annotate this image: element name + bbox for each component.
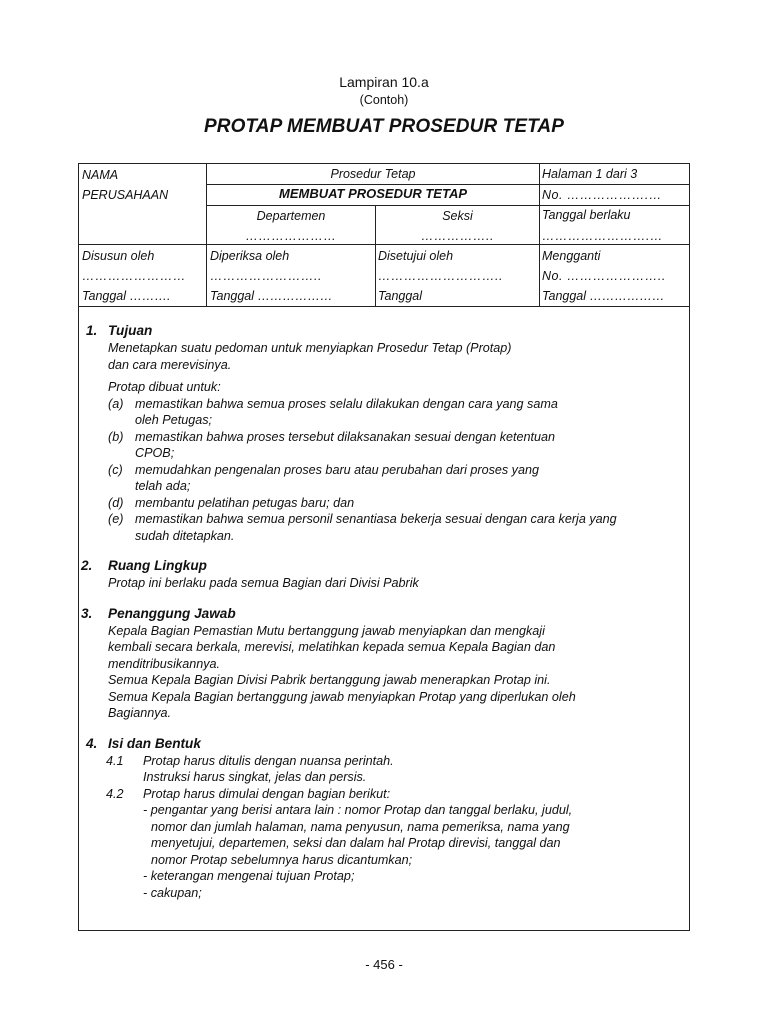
section-heading: 3. Penanggung Jawab (81, 605, 236, 621)
section-text: Menetapkan suatu pedoman untuk menyiapkan Prosedur Tetap (Protap) dan cara merevisinya. (108, 341, 512, 372)
section-heading: 1. Tujuan (86, 323, 153, 338)
list-item: (d) membantu pelatihan petugas baru; dan (108, 495, 355, 510)
effective-date-label: Tanggal berlaku (542, 208, 631, 222)
document-title: PROTAP MEMBUAT PROSEDUR TETAP (203, 116, 565, 137)
departemen-label: Departemen (256, 209, 326, 223)
section-lead: Protap dibuat untuk: (108, 380, 221, 394)
diperiksa-cell: Diperiksa oleh …………………….. Tanggal ……………… (210, 249, 333, 303)
mengganti-cell: Mengganti No. ………………….. Tanggal ……………… (542, 249, 666, 303)
section-text: Kepala Bagian Pemastian Mutu bertanggung jawab menyiapkan dan mengkaji kembali secara berkala, merevisi, melatihkan kepada semua Kepala Bagian dan menditribusikannya. Semua Kepala Bagian Divisi Pabrik bertanggung jawab menerapkan Protap ini. Semua Kepala Bagian bertanggung jawab menyiapkan Protap yang diperlukan oleh Bagiannya. (108, 623, 576, 720)
list-item: (b) memastikan bahwa proses tersebut dilaksanakan sesuai dengan ketentuan CPOB; (108, 429, 556, 460)
bullet-item: - pengantar yang berisi antara lain : nomor Protap dan tanggal berlaku, judul, nomor dan jumlah halaman, nama penyusun, nama pemeriksa, nama yang menyetujui, departemen, seksi dan dalam hal Protap direvisi, tanggal dan nomor Protap sebelumnya harus dicantumkan; (143, 803, 573, 867)
lampiran-label: Lampiran 10.a (339, 74, 429, 90)
list-item: (a) memastikan bahwa semua proses selalu dilakukan dengan cara yang sama oleh Petugas; (108, 396, 558, 427)
bullet-item: - keterangan mengenai tujuan Protap; (143, 869, 355, 883)
list-item: (e) memastikan bahwa semua personil senantiasa bekerja sesuai dengan cara kerja yang sudah ditetapkan. (108, 512, 617, 543)
disetujui-cell: Disetujui oleh ……………………….. Tanggal (378, 249, 503, 303)
sub-item: 4.1 Protap harus ditulis dengan nuansa perintah. Instruksi harus singkat, jelas dan persis. (106, 753, 394, 784)
section-heading: 2. Ruang Lingkup (81, 558, 207, 573)
list-item: (c) memudahkan pengenalan proses baru atau perubahan dari proses yang telah ada; (108, 462, 539, 493)
section-isi-dan-bentuk (86, 735, 686, 902)
page-count: Halaman 1 dari 3 (542, 167, 638, 181)
section-ruang-lingkup (81, 557, 686, 592)
seksi-label: Seksi (442, 209, 473, 223)
grid-line (539, 164, 540, 306)
page-number: - 456 - (365, 957, 403, 972)
section-heading: 4. Isi dan Bentuk (86, 735, 201, 751)
sub-item: 4.2 Protap harus dimulai dengan bagian berikut: (106, 786, 391, 801)
contoh-label: (Contoh) (359, 93, 409, 107)
protap-content (81, 322, 686, 901)
doc-number: No. ……………….… (542, 188, 662, 202)
grid-line (79, 306, 690, 307)
procedure-name: MEMBUAT PROSEDUR TETAP (278, 186, 468, 201)
section-penanggung-jawab (81, 605, 686, 722)
disusun-cell: Disusun oleh …………………… Tanggal ………. (82, 249, 186, 303)
prosedur-tetap-label: Prosedur Tetap (330, 167, 416, 181)
bullet-item: - cakupan; (143, 885, 202, 900)
departemen-value: ………………… (245, 229, 337, 243)
section-tujuan (86, 322, 686, 544)
section-text: Protap ini berlaku pada semua Bagian dari Divisi Pabrik (108, 576, 419, 590)
seksi-value: …………….. (421, 229, 494, 243)
company-name-label: NAMA PERUSAHAAN (82, 168, 169, 202)
effective-date-value: …………………….… (542, 229, 663, 243)
